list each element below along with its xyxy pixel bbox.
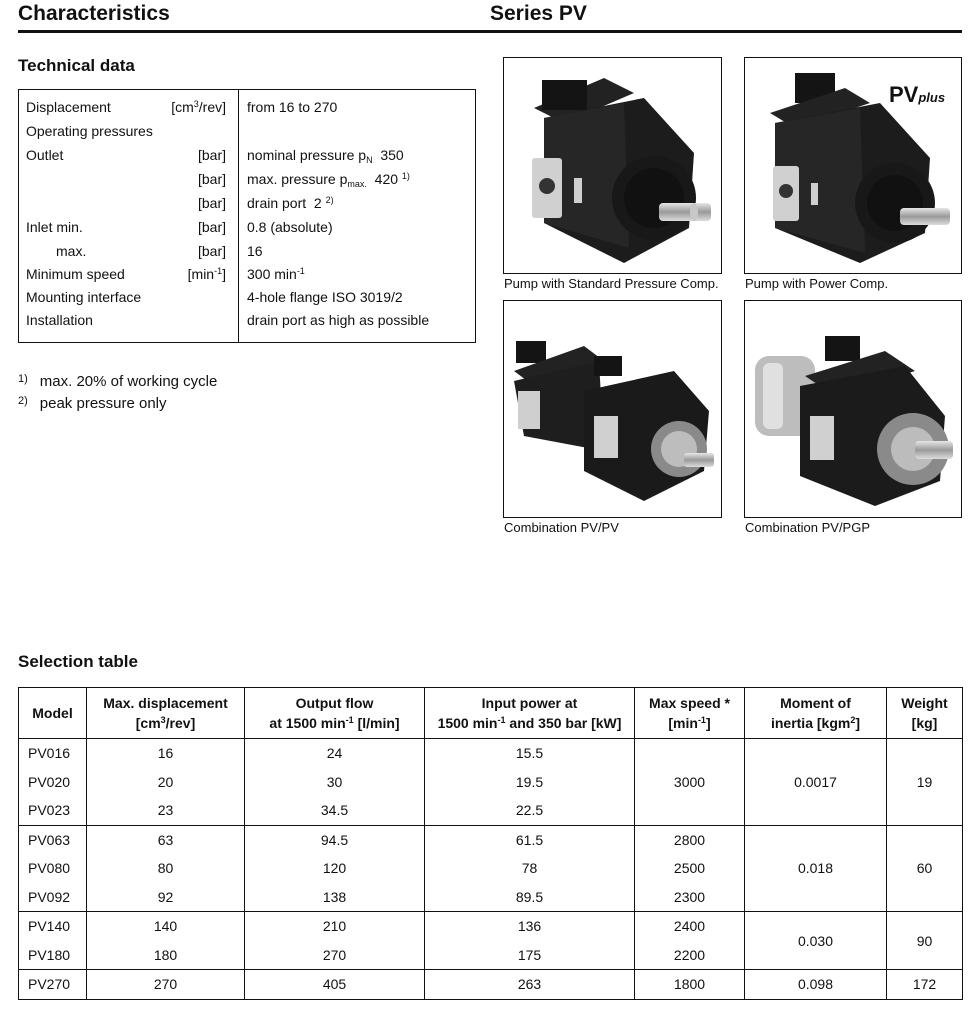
caption-standard-pressure: Pump with Standard Pressure Comp.	[504, 276, 719, 291]
tech-row-operating-pressures: Operating pressures	[26, 123, 153, 139]
table-row: PV080 80 120 78 2500	[19, 854, 963, 883]
table-row: PV023 23 34.5 22.5	[19, 796, 963, 825]
caption-combination-pv-pv: Combination PV/PV	[504, 520, 619, 535]
table-row: PV063 63 94.5 61.5 2800 0.018 60	[19, 825, 963, 854]
pvplus-logo: PVplus	[889, 82, 946, 107]
tech-row-inlet-min: Inlet min. [bar] 0.8 (absolute)	[26, 219, 333, 235]
selection-table-heading: Selection table	[18, 652, 138, 671]
tech-row-outlet-max: [bar] max. pressure $p_{max.}$ 420 $^{1)}$	[197, 171, 410, 189]
footnote-1: $^{1)}$ max. 20% of working cycle	[18, 373, 218, 390]
header-weight: Weight [kg]	[887, 688, 963, 739]
table-row: PV270 270 405 263 1800 0.098 172	[19, 970, 963, 1000]
tech-row-displacement: Displacement $[cm^3/rev]$ from 16 to 270	[26, 99, 338, 115]
footnote-2: $^{2)}$ peak pressure only	[18, 395, 167, 412]
tech-row-inlet-max: max. [bar] 16	[56, 243, 263, 259]
header-model: Model	[19, 688, 87, 739]
series-title: Series PV	[490, 2, 587, 25]
tech-row-drain-port: [bar] drain port 2 $^{2)}$	[197, 195, 334, 211]
table-row: PV092 92 138 89.5 2300	[19, 883, 963, 912]
header-input-power: Input power at 1500 $\min^{-1}$ and 350 bar [kW]	[425, 688, 635, 739]
pump-power-comp-image	[744, 57, 962, 274]
technical-data-heading: Technical data	[18, 56, 135, 75]
combination-pv-pgp-image	[744, 300, 962, 518]
caption-combination-pv-pgp: Combination PV/PGP	[745, 520, 871, 535]
table-row: PV016 16 24 15.5 3000 0.0017 19	[19, 739, 963, 768]
header-output-flow: Output flow at 1500 $\min^{-1} [l/\min]$	[245, 688, 425, 739]
table-header-row	[19, 688, 963, 739]
tech-row-minimum-speed: Minimum speed $[\min^{-1}]$ 300 $\min^{-1}$	[26, 266, 305, 282]
header-max-displacement: Max. displacement $[cm^3/rev]$	[87, 688, 245, 739]
selection-table	[18, 687, 963, 1000]
header-moment-of-inertia: Moment of inertia [kgm$^2$]	[745, 688, 887, 739]
header-max-speed: Max speed * $[\min^{-1}]$	[635, 688, 745, 739]
combination-pv-pv-image	[503, 300, 722, 518]
pump-standard-image	[503, 57, 722, 274]
page-title: Characteristics	[18, 2, 170, 25]
table-row: PV180 180 270 175 2200	[19, 941, 963, 970]
header-rule	[18, 30, 962, 33]
tech-row-installation: Installation drain port as high as possible	[26, 312, 430, 328]
table-row: PV020 20 30 19.5	[19, 768, 963, 797]
tech-row-outlet-nominal: Outlet [bar] nominal pressure $p_N$ 350	[26, 147, 404, 165]
table-row: PV140 140 210 136 2400 0.030 90	[19, 912, 963, 941]
tech-row-mounting-interface: Mounting interface 4-hole flange ISO 3019/2	[26, 289, 403, 305]
caption-power-comp: Pump with Power Comp.	[745, 276, 889, 291]
